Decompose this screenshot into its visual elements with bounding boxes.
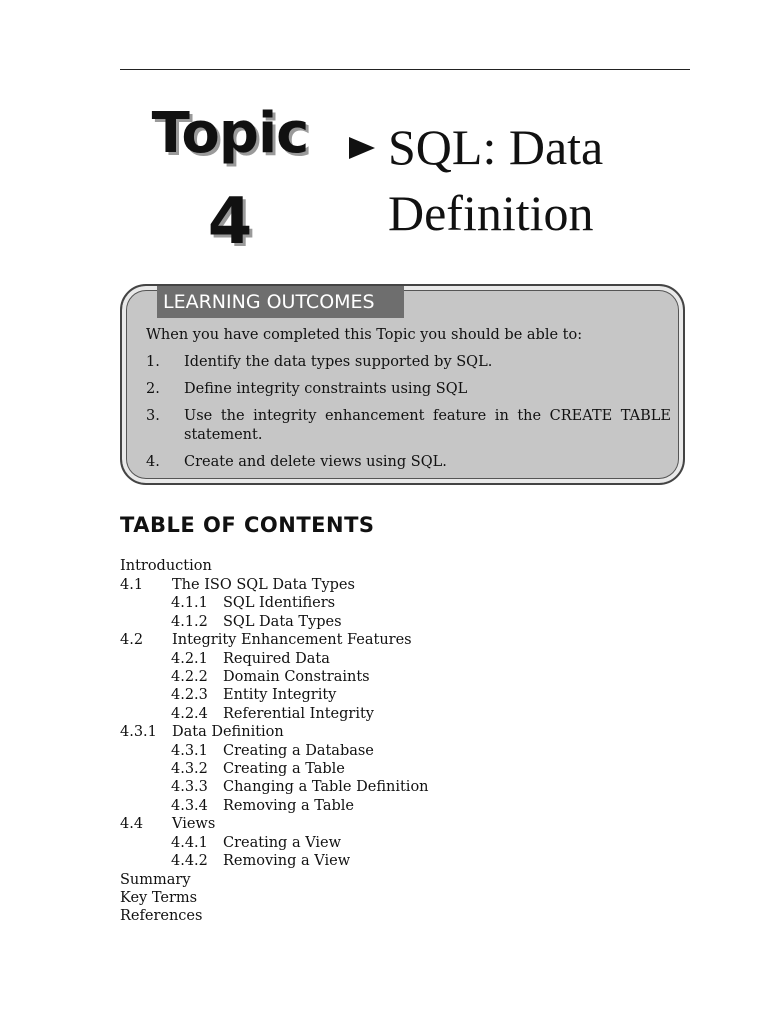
- top-rule: [120, 69, 690, 70]
- toc-entry-label: Domain Constraints: [223, 669, 370, 685]
- learning-outcomes-intro: When you have completed this Topic you should be able to:: [146, 327, 583, 343]
- outcome-number: 3.: [146, 408, 160, 424]
- toc-entry-label: Entity Integrity: [223, 687, 337, 703]
- outcome-number: 2.: [146, 381, 160, 397]
- outcome-text: Create and delete views using SQL.: [184, 454, 447, 470]
- toc-entry-number: 4.1.1: [171, 595, 208, 611]
- toc-entry-label: Referential Integrity: [223, 706, 374, 722]
- toc-entry-label: Removing a Table: [223, 798, 354, 814]
- toc-entry-label: Creating a Table: [223, 761, 345, 777]
- toc-entry-number: 4.1: [120, 577, 144, 593]
- outcome-item: [146, 353, 671, 372]
- toc-entry-label: Views: [172, 816, 216, 832]
- page-title-line-1: SQL: Data: [388, 119, 604, 175]
- topic-number: 4: [207, 185, 253, 259]
- toc-entry-number: 4.2.1: [171, 651, 208, 667]
- outcome-item: [146, 380, 671, 399]
- toc-entry-label: Creating a View: [223, 835, 342, 851]
- toc-entry-label: Key Terms: [120, 890, 198, 906]
- toc-entry-label: Changing a Table Definition: [223, 779, 429, 795]
- toc-entry-label: Integrity Enhancement Features: [172, 632, 412, 648]
- toc-entry-label: SQL Identifiers: [223, 595, 336, 611]
- toc-entry-label: Data Definition: [172, 724, 284, 740]
- toc-entry-label: SQL Data Types: [223, 614, 342, 630]
- toc-entry-number: 4.3.1: [120, 724, 157, 740]
- toc-entry-number: 4.3.3: [171, 779, 208, 795]
- toc-entry-number: 4.1.2: [171, 614, 208, 630]
- toc-entry-label: The ISO SQL Data Types: [172, 577, 355, 593]
- outcome-text: Identify the data types supported by SQL.: [184, 354, 493, 370]
- toc-entry-number: 4.4.2: [171, 853, 208, 869]
- outcome-text: Use the integrity enhancement feature in the CREATE TABLE statement.: [184, 408, 671, 443]
- toc-entry-label: Summary: [120, 872, 191, 888]
- outcome-item: [146, 453, 671, 472]
- toc-heading: TABLE OF CONTENTS: [120, 513, 375, 537]
- toc-entry-number: 4.3.1: [171, 743, 208, 759]
- toc-entry-label: Removing a View: [223, 853, 351, 869]
- toc-entry-number: 4.2.3: [171, 687, 208, 703]
- toc-entry-number: 4.2.4: [171, 706, 208, 722]
- toc-entry-label: References: [120, 908, 203, 924]
- toc-entry-number: 4.4.1: [171, 835, 208, 851]
- toc-entry-label: Introduction: [120, 558, 212, 574]
- page-title-line-2: Definition: [388, 185, 594, 241]
- toc-entry-number: 4.3.2: [171, 761, 208, 777]
- triangle-arrow-icon: [349, 137, 375, 159]
- toc-entry-number: 4.2: [120, 632, 144, 648]
- toc-entry-number: 4.3.4: [171, 798, 208, 814]
- outcome-item: [146, 407, 671, 445]
- topic-word: Topic: [151, 101, 309, 166]
- outcome-number: 4.: [146, 454, 160, 470]
- learning-outcomes-heading: LEARNING OUTCOMES: [157, 286, 404, 318]
- outcome-text: Define integrity constraints using SQL: [184, 381, 468, 397]
- outcome-number: 1.: [146, 354, 160, 370]
- toc-entry-number: 4.2.2: [171, 669, 208, 685]
- toc-entry-number: 4.4: [120, 816, 144, 832]
- toc-entry-label: Creating a Database: [223, 743, 374, 759]
- toc-entry-label: Required Data: [223, 651, 330, 667]
